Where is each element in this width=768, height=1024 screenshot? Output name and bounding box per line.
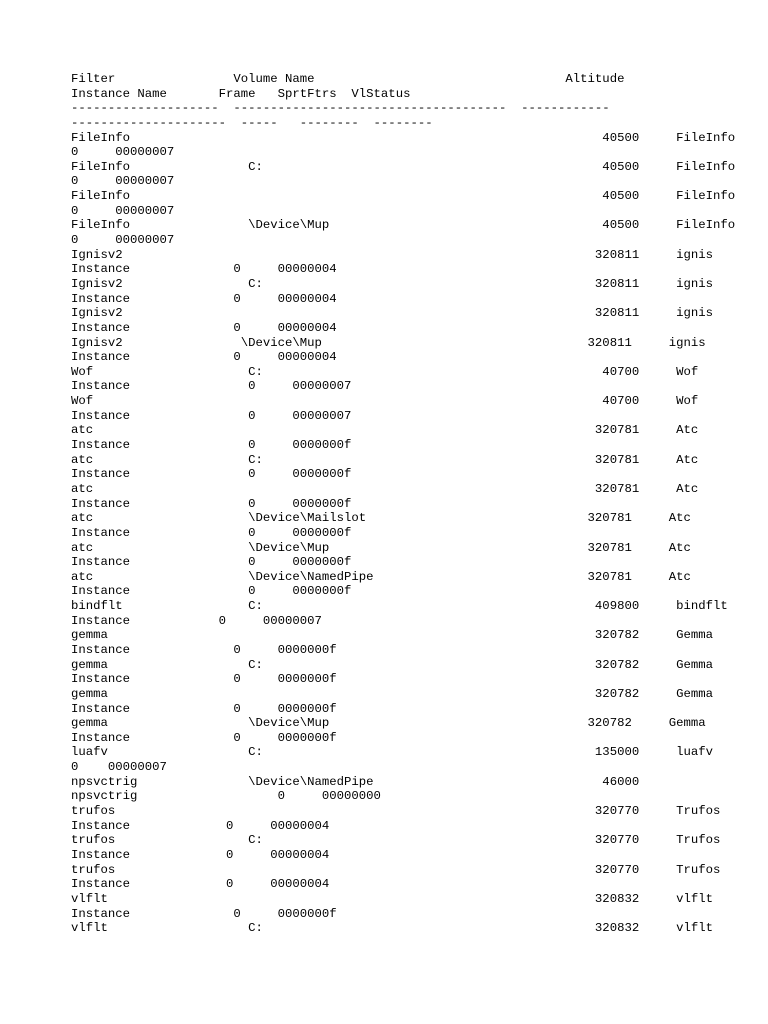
text-line: npsvctrig \Device\NamedPipe 46000 (71, 774, 640, 789)
text-line: atc \Device\NamedPipe 320781 Atc (71, 569, 691, 584)
text-line: gemma \Device\Mup 320782 Gemma (71, 716, 706, 731)
text-line: Instance 0 00000004 (71, 877, 330, 892)
text-line: Instance 0 00000004 (71, 818, 330, 833)
text-line: trufos 320770 Trufos (71, 804, 721, 819)
text-line: Instance 0 0000000f (71, 672, 337, 687)
text-line: Instance Name Frame SprtFtrs VlStatus (71, 86, 411, 101)
text-line: Instance 0 0000000f (71, 438, 352, 453)
text-line: Instance 0 00000004 (71, 262, 337, 277)
text-line: --------------------- ----- -------- -------- (71, 115, 433, 130)
text-line: Instance 0 0000000f (71, 555, 352, 570)
text-line: atc \Device\Mailslot 320781 Atc (71, 511, 691, 526)
text-line: 0 00000007 (71, 203, 175, 218)
text-line: -------------------- ------------------------------------- ------------ (71, 101, 610, 116)
text-line: Instance 0 00000007 (71, 408, 352, 423)
text-line: 0 00000007 (71, 233, 175, 248)
text-line: Instance 0 0000000f (71, 584, 352, 599)
text-line: Instance 0 00000004 (71, 320, 337, 335)
text-line: atc C: 320781 Atc (71, 452, 699, 467)
text-line: atc 320781 Atc (71, 423, 699, 438)
text-line: Instance 0 0000000f (71, 642, 337, 657)
text-line: luafv C: 135000 luafv (71, 745, 714, 760)
text-line: Instance 0 0000000f (71, 701, 337, 716)
text-line: Wof C: 40700 Wof (71, 364, 699, 379)
text-line: Instance 0 00000004 (71, 847, 330, 862)
text-line: Instance 0 00000004 (71, 350, 337, 365)
text-line: Filter Volume Name Altitude (71, 72, 625, 86)
text-line: Ignisv2 C: 320811 ignis (71, 276, 714, 291)
document-page (71, 72, 751, 972)
text-line: trufos 320770 Trufos (71, 862, 721, 877)
text-line: 0 00000007 (71, 145, 175, 160)
text-line: Ignisv2 320811 ignis (71, 306, 714, 321)
text-line: vlflt C: 320832 vlflt (71, 921, 714, 936)
text-line: Wof 40700 Wof (71, 394, 699, 409)
text-line: FileInfo 40500 FileInfo (71, 189, 736, 204)
text-line: npsvctrig 0 00000000 (71, 789, 381, 804)
text-line: Instance 0 0000000f (71, 525, 352, 540)
text-line: Ignisv2 320811 ignis (71, 247, 714, 262)
text-line: gemma C: 320782 Gemma (71, 657, 714, 672)
text-line: 0 00000007 (71, 174, 175, 189)
text-line: Instance 0 0000000f (71, 730, 337, 745)
text-line: Instance 0 00000004 (71, 291, 337, 306)
text-line: Instance 0 00000007 (71, 379, 352, 394)
text-line: 0 00000007 (71, 760, 167, 775)
text-line: atc 320781 Atc (71, 481, 699, 496)
text-line: bindflt C: 409800 bindflt (71, 599, 728, 614)
text-line: FileInfo 40500 FileInfo (71, 130, 736, 145)
text-line: Instance 0 00000007 (71, 613, 322, 628)
text-line: FileInfo \Device\Mup 40500 FileInfo (71, 218, 736, 233)
text-line: Instance 0 0000000f (71, 467, 352, 482)
text-line: trufos C: 320770 Trufos (71, 833, 721, 848)
text-line: FileInfo C: 40500 FileInfo (71, 159, 736, 174)
text-line: atc \Device\Mup 320781 Atc (71, 540, 691, 555)
text-line: gemma 320782 Gemma (71, 686, 714, 701)
text-line: gemma 320782 Gemma (71, 628, 714, 643)
text-line: Instance 0 0000000f (71, 906, 337, 921)
text-line: Ignisv2 \Device\Mup 320811 ignis (71, 335, 706, 350)
text-line: Instance 0 0000000f (71, 496, 352, 511)
text-line: vlflt 320832 vlflt (71, 891, 714, 906)
